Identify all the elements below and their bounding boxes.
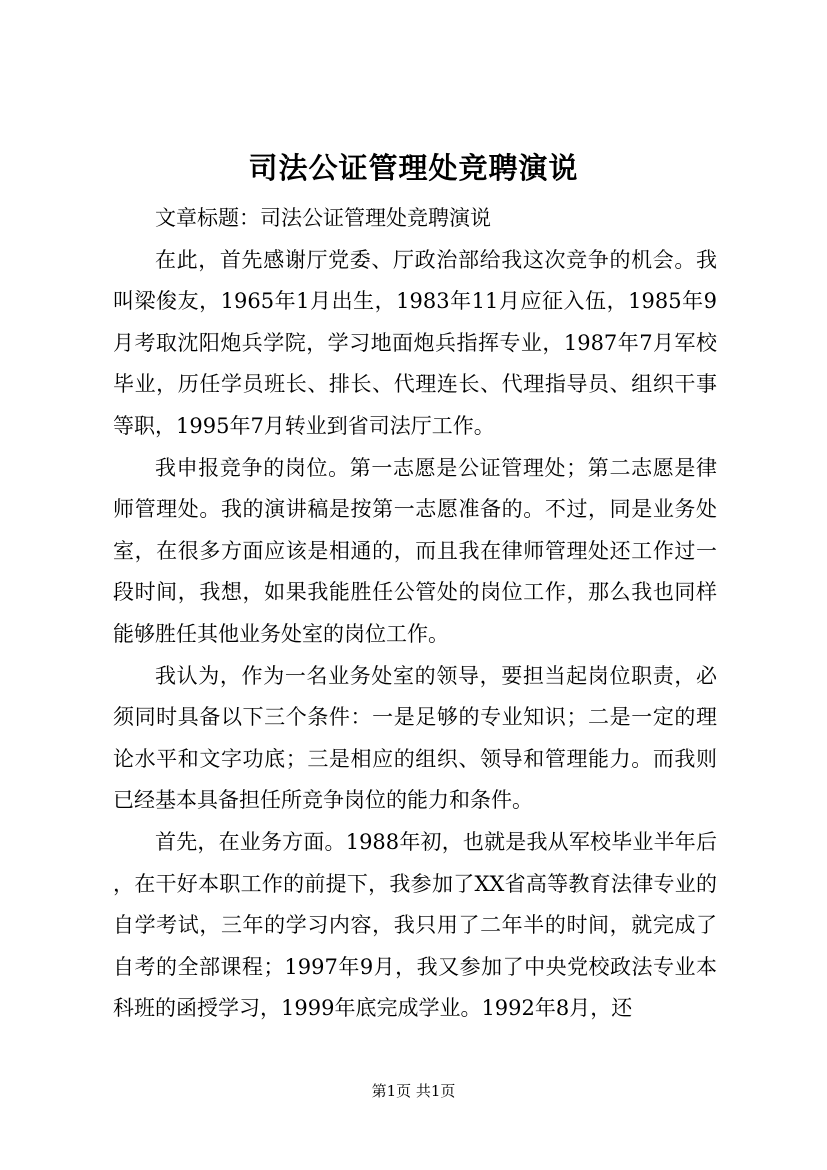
paragraph-position: 我申报竞争的岗位。第一志愿是公证管理处；第二志愿是律师管理处。我的演讲稿是按第一志愿准备的。不过，同是业务处室，在很多方面应该是相通的，而且我在律师管理处还工作过一段时间，我想，如果我能胜任公管处的岗位工作，那么我也同样能够胜任其他业务处室的岗位工作。 (113, 455, 717, 646)
paragraph-business: 首先，在业务方面。1988年初，也就是我从军校毕业半年后，在干好本职工作的前提下，我参加了XX省高等教育法律专业的自学考试，三年的学习内容，我只用了二年半的时间，就完成了自考的全部课程；1997年9月，我又参加了中央党校政法专业本科班的函授学习，1999年底完成学业。1992年8月，还 (113, 829, 717, 1021)
page-footer: 第1页 共1页 (371, 1082, 456, 1100)
paragraph-introduction: 在此，首先感谢厅党委、厅政治部给我这次竞争的机会。我叫梁俊友，1965年1月出生，1983年11月应征入伍，1985年9月考取沈阳炮兵学院，学习地面炮兵指挥专业，1987年7月军校毕业，历任学员班长、排长、代理连长、代理指导员、组织干事等职，1995年7月转业到省司法厅工作。 (113, 247, 717, 438)
paragraph-article-heading: 文章标题：司法公证管理处竞聘演说 (155, 206, 491, 230)
document-title: 司法公证管理处竞聘演说 (248, 151, 579, 185)
document-body (113, 198, 717, 1030)
paragraph-qualifications: 我认为，作为一名业务处室的领导，要担当起岗位职责，必须同时具备以下三个条件：一是足够的专业知识；二是一定的理论水平和文字功底；三是相应的组织、领导和管理能力。而我则已经基本具备担任所竞争岗位的能力和条件。 (113, 663, 717, 813)
